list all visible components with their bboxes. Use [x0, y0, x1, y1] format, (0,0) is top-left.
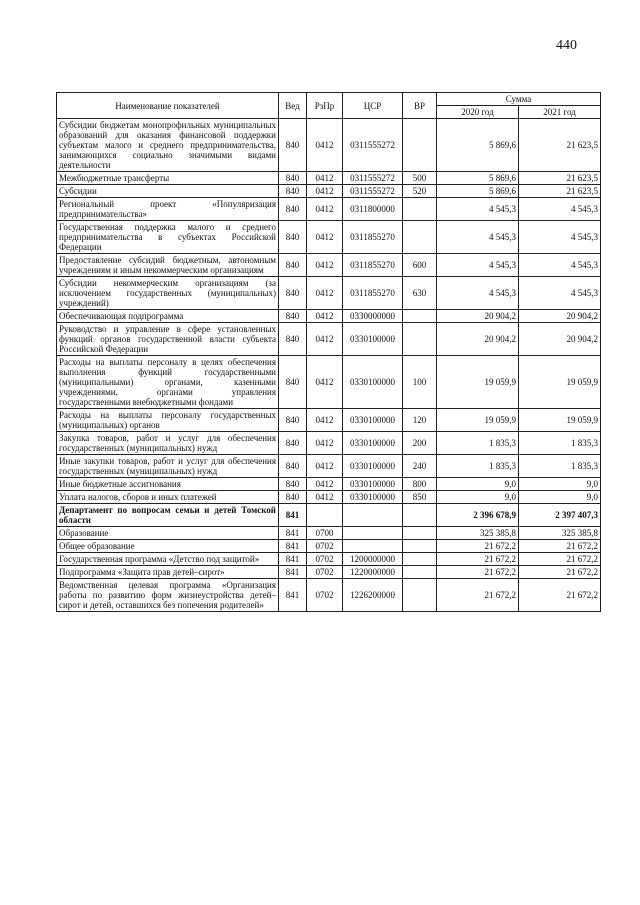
page-number: 440 [556, 38, 577, 53]
cell-csr: 0311855270 [343, 254, 403, 277]
cell-rzpr: 0412 [307, 119, 343, 172]
cell-vr [403, 504, 437, 527]
cell-vr [403, 221, 437, 254]
cell-vr: 630 [403, 277, 437, 310]
cell-vr: 100 [403, 356, 437, 409]
cell-vr [403, 310, 437, 323]
cell-sum-2021: 4 545,3 [519, 254, 601, 277]
cell-sum-2020: 4 545,3 [437, 221, 519, 254]
cell-csr: 1220000000 [343, 566, 403, 579]
cell-csr: 0330100000 [343, 409, 403, 432]
cell-rzpr: 0702 [307, 566, 343, 579]
cell-csr: 0330100000 [343, 323, 403, 356]
cell-name: Иные закупки товаров, работ и услуг для обеспечения государственных (муниципальных) нужд [57, 455, 279, 478]
cell-ved: 841 [279, 553, 307, 566]
cell-rzpr: 0412 [307, 409, 343, 432]
cell-csr: 0311800000 [343, 198, 403, 221]
cell-vr [403, 323, 437, 356]
cell-sum-2020: 20 904,2 [437, 310, 519, 323]
cell-ved: 841 [279, 527, 307, 540]
cell-csr: 0330100000 [343, 432, 403, 455]
cell-sum-2021: 2 397 407,3 [519, 504, 601, 527]
cell-name: Уплата налогов, сборов и иных платежей [57, 491, 279, 504]
cell-rzpr: 0412 [307, 478, 343, 491]
cell-sum-2021: 1 835,3 [519, 432, 601, 455]
header-vr: ВР [403, 93, 437, 119]
cell-rzpr: 0412 [307, 455, 343, 478]
cell-vr [403, 119, 437, 172]
cell-rzpr: 0702 [307, 579, 343, 612]
cell-name: Региональный проект «Популяризация предпринимательства» [57, 198, 279, 221]
cell-ved: 840 [279, 198, 307, 221]
table-row [57, 566, 601, 579]
cell-sum-2021: 1 835,3 [519, 455, 601, 478]
cell-ved: 840 [279, 221, 307, 254]
cell-ved: 841 [279, 579, 307, 612]
table-row [57, 579, 601, 612]
cell-rzpr: 0702 [307, 553, 343, 566]
cell-ved: 841 [279, 566, 307, 579]
cell-sum-2020: 5 869,6 [437, 119, 519, 172]
cell-name: Субсидии бюджетам монопрофильных муниципальных образований для оказания финансовой поддержки субъектам малого и среднего предпринимательства, занимающихся социально значимыми видами деятельности [57, 119, 279, 172]
cell-csr: 0330100000 [343, 356, 403, 409]
cell-name: Расходы на выплаты персоналу государственных (муниципальных) органов [57, 409, 279, 432]
header-rzpr: РзПр [307, 93, 343, 119]
table-row [57, 356, 601, 409]
cell-csr [343, 540, 403, 553]
table-row [57, 478, 601, 491]
table-row [57, 221, 601, 254]
cell-sum-2021: 19 059,9 [519, 356, 601, 409]
cell-rzpr: 0412 [307, 172, 343, 185]
cell-sum-2021: 21 623,5 [519, 172, 601, 185]
cell-csr: 0311555272 [343, 119, 403, 172]
cell-rzpr: 0412 [307, 491, 343, 504]
cell-vr: 500 [403, 172, 437, 185]
cell-sum-2020: 1 835,3 [437, 432, 519, 455]
cell-csr: 0330100000 [343, 478, 403, 491]
cell-sum-2020: 21 672,2 [437, 579, 519, 612]
cell-sum-2020: 4 545,3 [437, 198, 519, 221]
cell-rzpr: 0412 [307, 310, 343, 323]
table-row [57, 504, 601, 527]
cell-vr [403, 553, 437, 566]
cell-rzpr: 0412 [307, 356, 343, 409]
cell-rzpr: 0412 [307, 323, 343, 356]
table-row [57, 323, 601, 356]
table-row [57, 185, 601, 198]
cell-sum-2021: 20 904,2 [519, 310, 601, 323]
cell-name: Общее образование [57, 540, 279, 553]
cell-sum-2021: 4 545,3 [519, 277, 601, 310]
cell-vr [403, 566, 437, 579]
cell-ved: 840 [279, 172, 307, 185]
table-row [57, 198, 601, 221]
table-body [57, 119, 601, 612]
header-sum: Сумма [437, 93, 601, 106]
table-row [57, 540, 601, 553]
cell-csr: 0330100000 [343, 491, 403, 504]
cell-rzpr: 0412 [307, 198, 343, 221]
cell-rzpr: 0412 [307, 185, 343, 198]
cell-sum-2021: 9,0 [519, 478, 601, 491]
cell-vr [403, 527, 437, 540]
table-row [57, 310, 601, 323]
cell-sum-2020: 21 672,2 [437, 566, 519, 579]
cell-vr: 200 [403, 432, 437, 455]
cell-name: Подпрограмма «Защита прав детей–сирот» [57, 566, 279, 579]
cell-ved: 840 [279, 491, 307, 504]
cell-name: Закупка товаров, работ и услуг для обеспечения государственных (муниципальных) нужд [57, 432, 279, 455]
table-row [57, 277, 601, 310]
cell-sum-2021: 20 904,2 [519, 323, 601, 356]
cell-csr: 0311555272 [343, 172, 403, 185]
cell-rzpr [307, 504, 343, 527]
cell-ved: 840 [279, 478, 307, 491]
cell-vr: 520 [403, 185, 437, 198]
cell-name: Образование [57, 527, 279, 540]
cell-sum-2021: 21 672,2 [519, 566, 601, 579]
cell-name: Расходы на выплаты персоналу в целях обеспечения выполнения функций государственными (муниципальными) органами, казенными учреждениями, органами управления государственными внебюджетными фондами [57, 356, 279, 409]
table-header [57, 93, 601, 119]
cell-sum-2020: 5 869,6 [437, 185, 519, 198]
cell-rzpr: 0412 [307, 432, 343, 455]
cell-vr: 600 [403, 254, 437, 277]
cell-name: Государственная поддержка малого и среднего предпринимательства в субъектах Российской Федерации [57, 221, 279, 254]
cell-name: Обеспечивающая подпрограмма [57, 310, 279, 323]
cell-ved: 840 [279, 310, 307, 323]
cell-sum-2021: 4 545,3 [519, 221, 601, 254]
cell-csr: 0311855270 [343, 277, 403, 310]
cell-rzpr: 0412 [307, 221, 343, 254]
cell-ved: 840 [279, 432, 307, 455]
cell-sum-2020: 19 059,9 [437, 356, 519, 409]
cell-sum-2020: 21 672,2 [437, 540, 519, 553]
cell-name: Субсидии некоммерческим организациям (за исключением государственных (муниципальных) учреждений) [57, 277, 279, 310]
cell-ved: 840 [279, 455, 307, 478]
cell-csr: 0311855270 [343, 221, 403, 254]
cell-vr: 850 [403, 491, 437, 504]
cell-vr: 800 [403, 478, 437, 491]
cell-csr [343, 504, 403, 527]
cell-rzpr: 0412 [307, 254, 343, 277]
cell-sum-2021: 4 545,3 [519, 198, 601, 221]
cell-ved: 841 [279, 540, 307, 553]
header-name: Наименование показателей [57, 93, 279, 119]
budget-table [56, 92, 601, 612]
cell-sum-2021: 21 672,2 [519, 540, 601, 553]
table-row [57, 455, 601, 478]
cell-ved: 840 [279, 277, 307, 310]
cell-sum-2020: 21 672,2 [437, 553, 519, 566]
cell-sum-2020: 4 545,3 [437, 277, 519, 310]
cell-sum-2021: 21 672,2 [519, 579, 601, 612]
table-row [57, 119, 601, 172]
cell-csr: 0311555272 [343, 185, 403, 198]
cell-vr: 120 [403, 409, 437, 432]
cell-sum-2021: 9,0 [519, 491, 601, 504]
cell-sum-2021: 21 672,2 [519, 553, 601, 566]
cell-sum-2020: 5 869,6 [437, 172, 519, 185]
table-row [57, 553, 601, 566]
table-row [57, 172, 601, 185]
cell-csr: 0330100000 [343, 455, 403, 478]
cell-sum-2020: 4 545,3 [437, 254, 519, 277]
header-year-2021: 2021 год [519, 106, 601, 119]
cell-csr [343, 527, 403, 540]
cell-name: Руководство и управление в сфере установленных функций органов государственной власти субъекта Российской Федерации [57, 323, 279, 356]
header-csr: ЦСР [343, 93, 403, 119]
cell-vr: 240 [403, 455, 437, 478]
cell-csr: 1200000000 [343, 553, 403, 566]
cell-sum-2020: 325 385,8 [437, 527, 519, 540]
cell-vr [403, 579, 437, 612]
cell-ved: 840 [279, 356, 307, 409]
cell-sum-2020: 2 396 678,9 [437, 504, 519, 527]
cell-sum-2021: 19 059,9 [519, 409, 601, 432]
cell-csr: 1226200000 [343, 579, 403, 612]
cell-vr [403, 540, 437, 553]
cell-ved: 840 [279, 323, 307, 356]
table-row [57, 491, 601, 504]
table-row [57, 432, 601, 455]
table-row [57, 409, 601, 432]
cell-sum-2020: 1 835,3 [437, 455, 519, 478]
table-row [57, 254, 601, 277]
table-row [57, 527, 601, 540]
cell-rzpr: 0700 [307, 527, 343, 540]
cell-ved: 840 [279, 119, 307, 172]
cell-rzpr: 0702 [307, 540, 343, 553]
cell-rzpr: 0412 [307, 277, 343, 310]
cell-ved: 840 [279, 254, 307, 277]
cell-name: Субсидии [57, 185, 279, 198]
cell-sum-2021: 21 623,5 [519, 185, 601, 198]
cell-vr [403, 198, 437, 221]
cell-name: Ведомственная целевая программа «Организация работы по развитию форм жизнеустройства детей–сирот и детей, оставшихся без попечения родителей» [57, 579, 279, 612]
cell-sum-2020: 9,0 [437, 478, 519, 491]
cell-sum-2021: 325 385,8 [519, 527, 601, 540]
cell-name: Департамент по вопросам семьи и детей Томской области [57, 504, 279, 527]
header-year-2020: 2020 год [437, 106, 519, 119]
cell-sum-2020: 20 904,2 [437, 323, 519, 356]
cell-ved: 840 [279, 409, 307, 432]
cell-ved: 840 [279, 185, 307, 198]
cell-ved: 841 [279, 504, 307, 527]
cell-name: Межбюджетные трансферты [57, 172, 279, 185]
cell-sum-2021: 21 623,5 [519, 119, 601, 172]
cell-csr: 0330000000 [343, 310, 403, 323]
cell-name: Иные бюджетные ассигнования [57, 478, 279, 491]
cell-name: Предоставление субсидий бюджетным, автономным учреждениям и иным некоммерческим организациям [57, 254, 279, 277]
cell-name: Государственная программа «Детство под защитой» [57, 553, 279, 566]
cell-sum-2020: 19 059,9 [437, 409, 519, 432]
header-ved: Вед [279, 93, 307, 119]
cell-sum-2020: 9,0 [437, 491, 519, 504]
